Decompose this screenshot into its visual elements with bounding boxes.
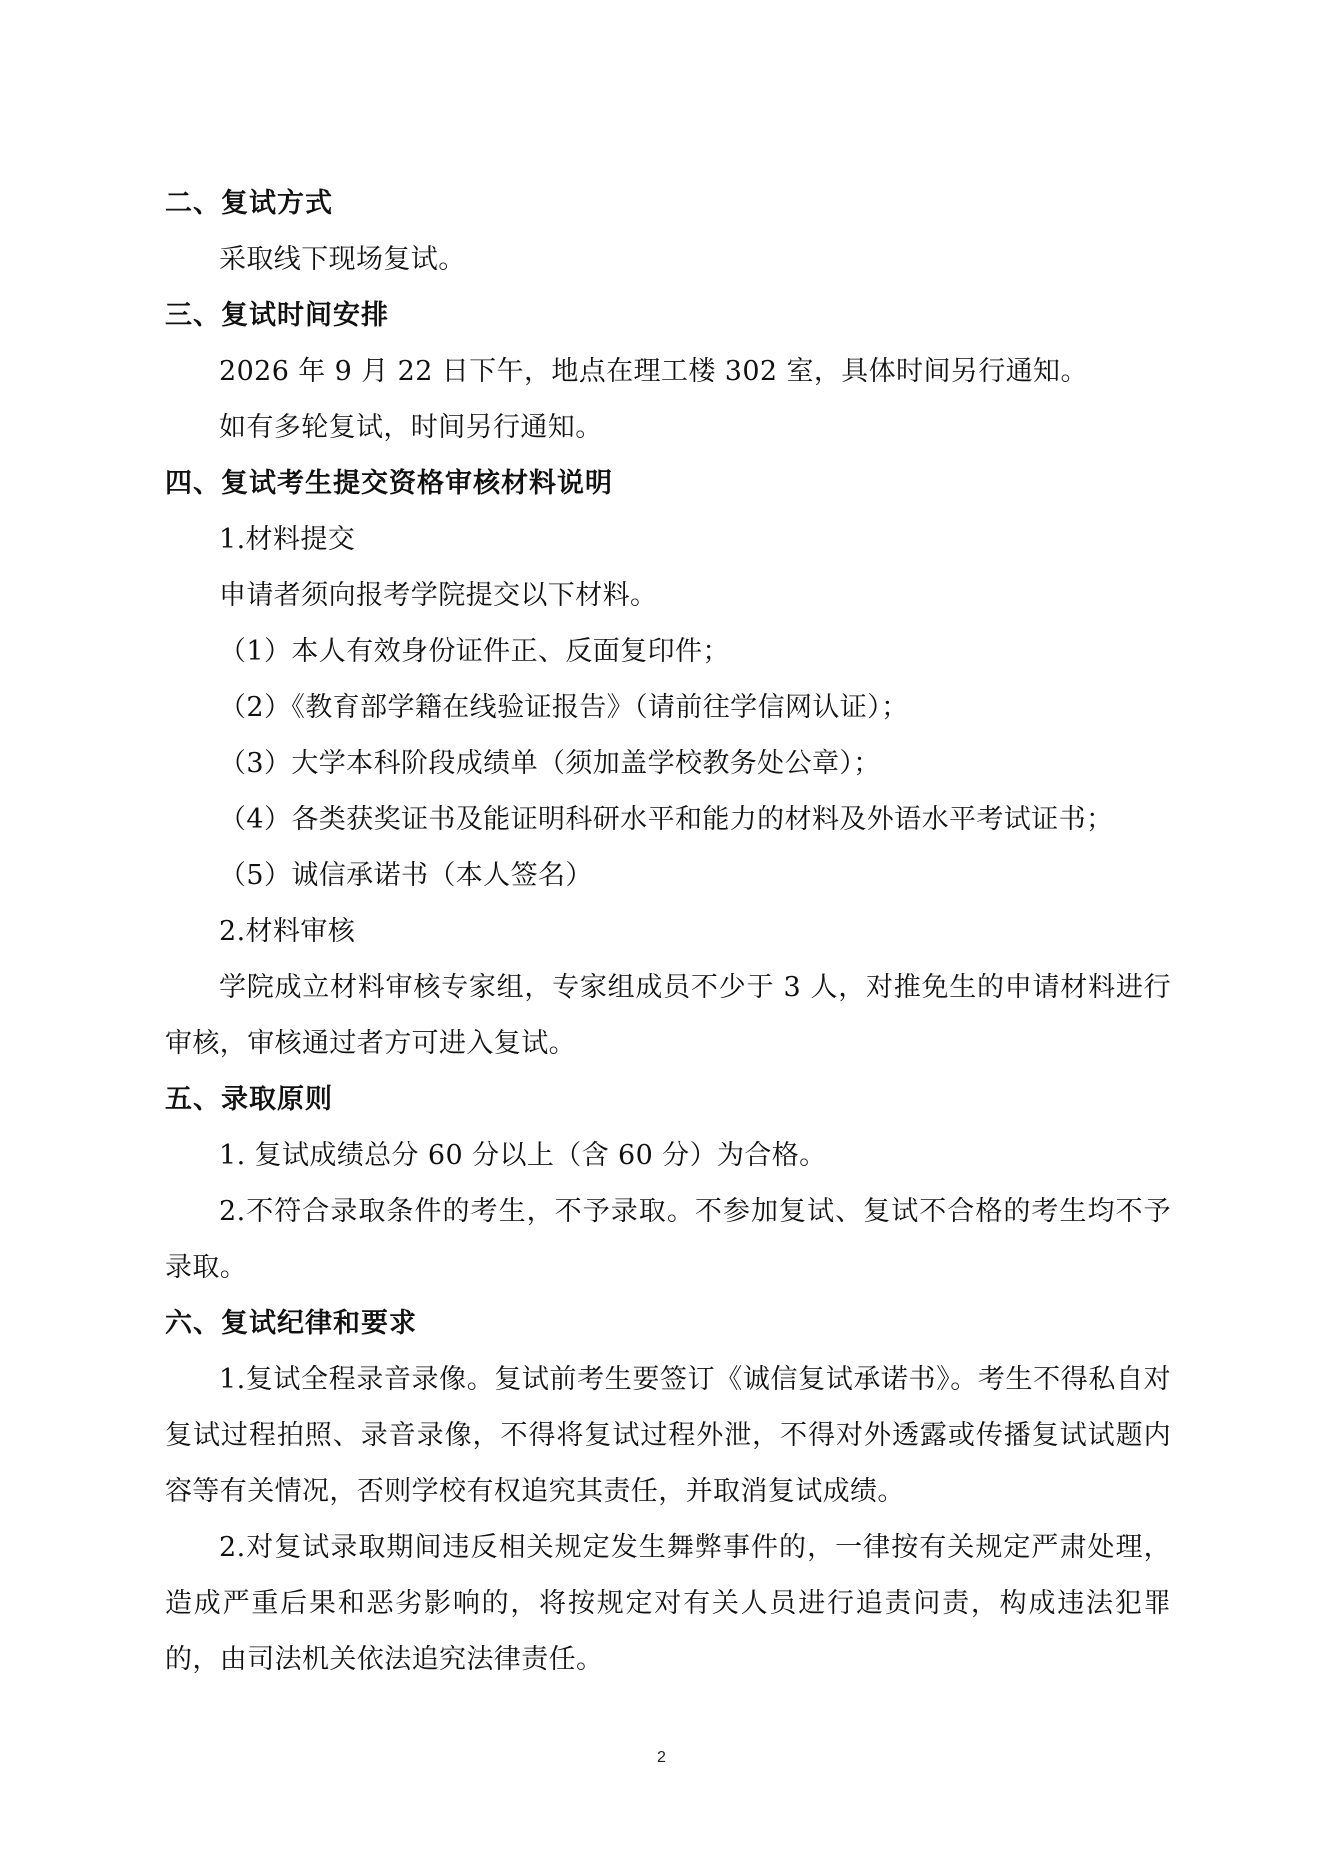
section-heading-schedule: 三、复试时间安排 <box>165 300 389 331</box>
materials-subheading-submit: 1.材料提交 <box>219 524 356 555</box>
document-body <box>165 176 1171 1688</box>
page-number: 2 <box>657 1749 666 1766</box>
discipline-rule-2: 2.对复试录取期间违反相关规定发生舞弊事件的，一律按有关规定严肃处理，造成严重后果和恶劣影响的，将按规定对有关人员进行追责问责，构成违法犯罪的，由司法机关依法追究法律责任。 <box>165 1532 1171 1675</box>
section-heading-materials: 四、复试考生提交资格审核材料说明 <box>165 468 613 499</box>
materials-item: （2）《教育部学籍在线验证报告》（请前往学信网认证）； <box>219 692 909 723</box>
materials-item: （4）各类获奖证书及能证明科研水平和能力的材料及外语水平考试证书； <box>219 804 1114 835</box>
discipline-rule-1: 1.复试全程录音录像。复试前考生要签订《诚信复试承诺书》。考生不得私自对复试过程拍照、录音录像，不得将复试过程外泄，不得对外透露或传播复试试题内容等有关情况，否则学校有权追究其责任，并取消复试成绩。 <box>165 1364 1171 1507</box>
admission-rule-2: 2.不符合录取条件的考生，不予录取。不参加复试、复试不合格的考生均不予录取。 <box>165 1196 1171 1283</box>
admission-rule-1: 1. 复试成绩总分 60 分以上（含 60 分）为合格。 <box>219 1140 827 1171</box>
materials-item: （3）大学本科阶段成绩单（须加盖学校教务处公章）； <box>219 748 881 779</box>
schedule-text: 2026 年 9 月 22 日下午，地点在理工楼 302 室，具体时间另行通知。 <box>219 356 1088 387</box>
materials-item: （1）本人有效身份证件正、反面复印件； <box>219 636 730 667</box>
schedule-note: 如有多轮复试，时间另行通知。 <box>219 412 603 443</box>
materials-intro: 申请者须向报考学院提交以下材料。 <box>219 580 658 611</box>
materials-review-text: 学院成立材料审核专家组，专家组成员不少于 3 人，对推免生的申请材料进行审核，审核通过者方可进入复试。 <box>165 972 1171 1059</box>
section-heading-method: 二、复试方式 <box>165 188 333 219</box>
materials-item: （5）诚信承诺书（本人签名） <box>219 860 593 891</box>
method-text: 采取线下现场复试。 <box>219 244 466 275</box>
section-heading-discipline: 六、复试纪律和要求 <box>165 1308 417 1339</box>
section-heading-admission: 五、录取原则 <box>165 1084 333 1115</box>
materials-subheading-review: 2.材料审核 <box>219 916 356 947</box>
